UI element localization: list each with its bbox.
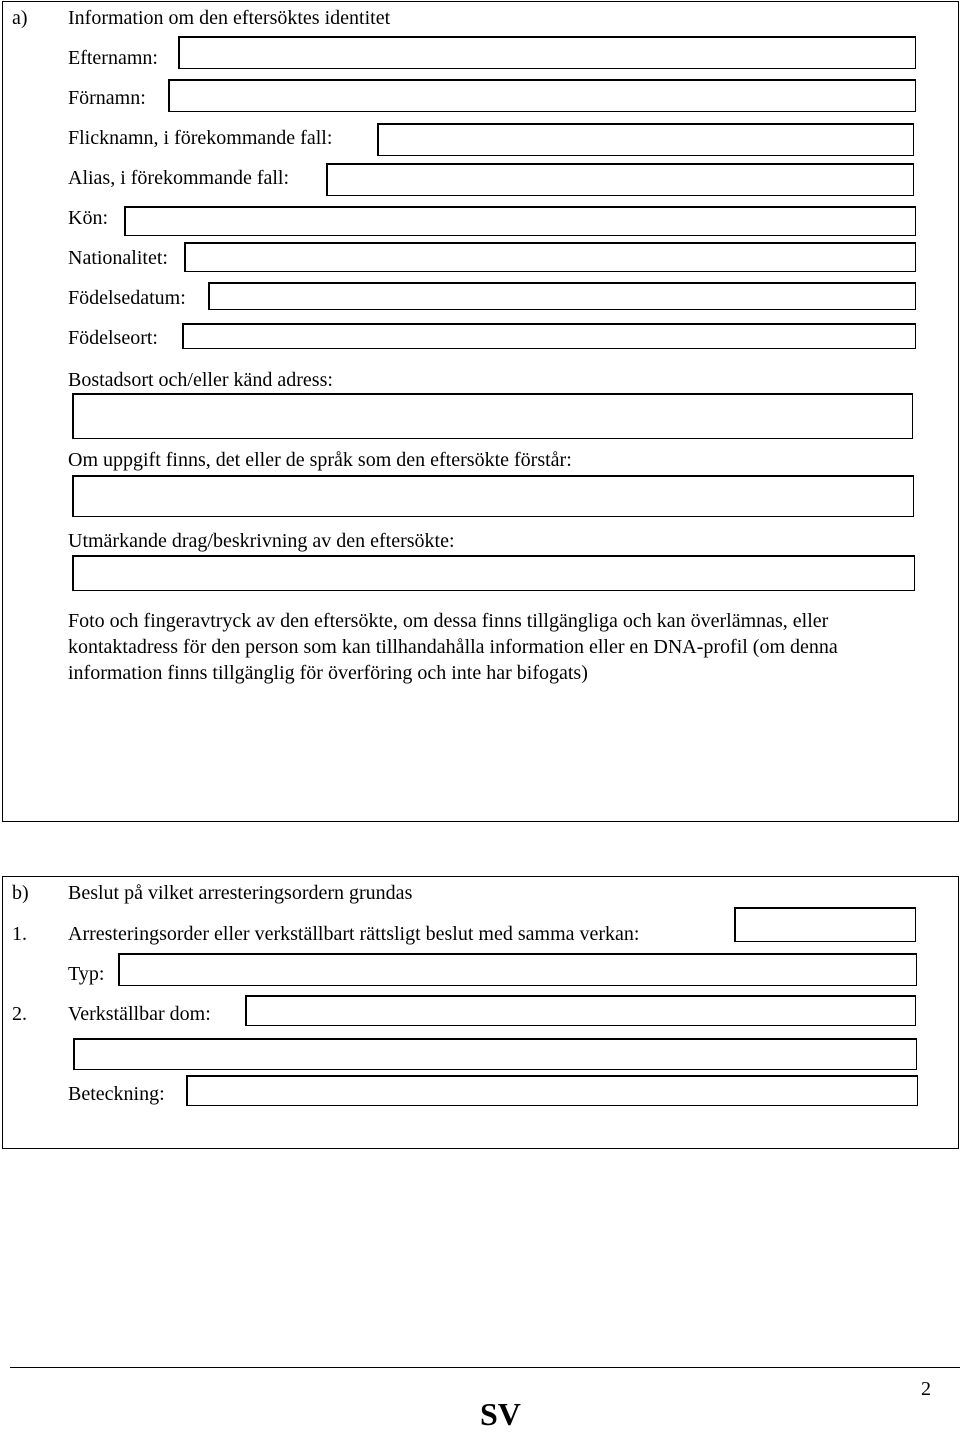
residence-label: Bostadsort och/eller känd adress: [68, 369, 333, 391]
place-of-birth-field[interactable] [182, 323, 916, 349]
footer-rule [10, 1367, 960, 1368]
nationality-field[interactable] [184, 242, 916, 272]
languages-field[interactable] [72, 475, 914, 517]
item-2-number: 2. [12, 1003, 27, 1025]
description-label: Utmärkande drag/beskrivning av den eftersökte: [68, 530, 455, 552]
languages-label: Om uppgift finns, det eller de språk som den eftersökte förstår: [68, 449, 572, 471]
enforceable-judgment-field[interactable] [245, 995, 916, 1026]
residence-field[interactable] [72, 393, 913, 439]
alias-field[interactable] [326, 163, 914, 196]
arrest-order-field[interactable] [734, 907, 916, 942]
place-of-birth-label: Födelseort: [68, 327, 158, 349]
item-1-number: 1. [12, 923, 27, 945]
reference-label: Beteckning: [68, 1083, 165, 1105]
date-of-birth-field[interactable] [208, 282, 916, 310]
section-a-marker: a) [12, 7, 28, 29]
sex-field[interactable] [124, 206, 916, 236]
item-1-label: Arresteringsorder eller verkställbart rättsligt beslut med samma verkan: [68, 923, 640, 945]
section-a-heading: Information om den eftersöktes identitet [68, 7, 391, 29]
description-field[interactable] [72, 555, 915, 591]
reference-field[interactable] [186, 1075, 918, 1106]
page-number: 2 [921, 1378, 931, 1400]
first-name-label: Förnamn: [68, 87, 146, 109]
item-2-label: Verkställbar dom: [68, 1003, 211, 1025]
section-b-heading: Beslut på vilket arresteringsordern grundas [68, 882, 413, 904]
type-field[interactable] [118, 953, 917, 986]
section-b-marker: b) [12, 882, 29, 904]
language-code: SV [480, 1396, 521, 1432]
surname-label: Efternamn: [68, 47, 158, 69]
maiden-name-field[interactable] [377, 123, 914, 156]
nationality-label: Nationalitet: [68, 247, 168, 269]
sex-label: Kön: [68, 207, 108, 229]
type-label: Typ: [68, 963, 105, 985]
photo-fingerprint-text: Foto och fingeravtryck av den eftersökte, om dessa finns tillgängliga och kan överlämnas, eller kontaktadress för den person som kan tillhandahålla information eller en DNA-profil (om denna information finns tillgänglig för överföring och inte har bifogats) [68, 610, 838, 684]
enforceable-judgment-extra-field[interactable] [73, 1038, 917, 1070]
alias-label: Alias, i förekommande fall: [68, 167, 290, 189]
first-name-field[interactable] [168, 79, 916, 112]
surname-field[interactable] [178, 36, 916, 69]
maiden-name-label: Flicknamn, i förekommande fall: [68, 127, 333, 149]
date-of-birth-label: Födelsedatum: [68, 287, 186, 309]
